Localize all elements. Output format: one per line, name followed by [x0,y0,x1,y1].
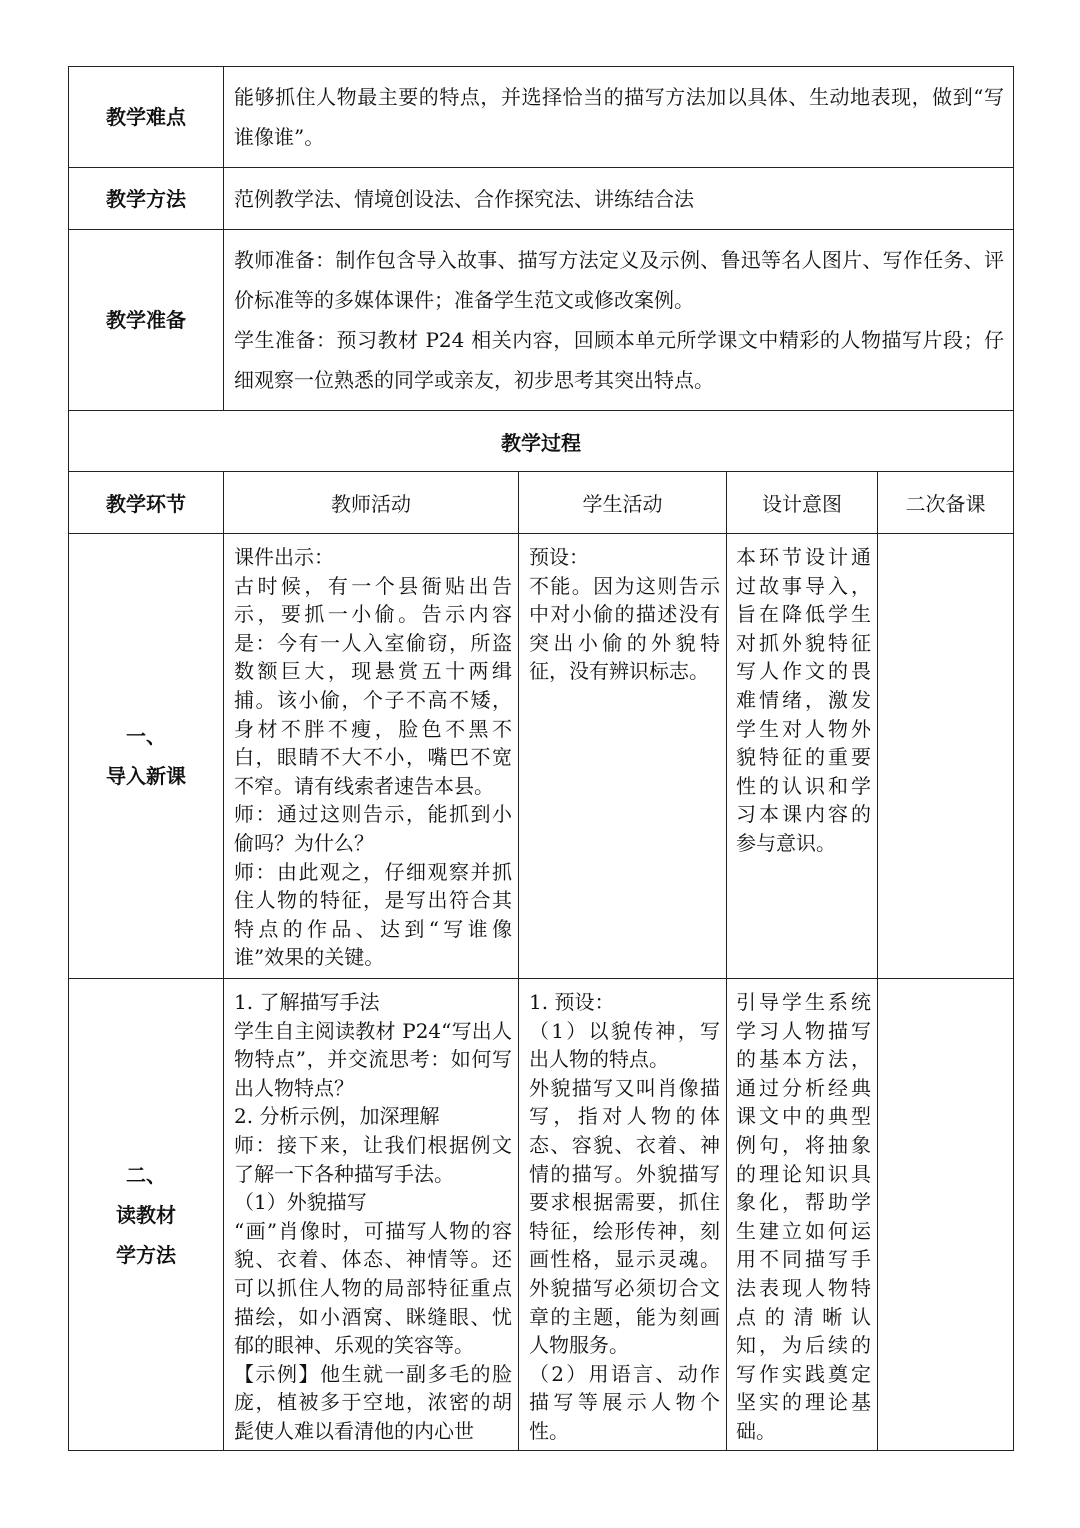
student-activity-intro: 预设： 不能。因为这则告示中对小偷的描述没有突出小偷的外貌特征，没有辨识标志。 [519,534,727,979]
column-header-row [69,472,1014,534]
header-student-activity: 学生活动 [519,472,727,534]
header-revision: 二次备课 [878,472,1014,534]
step-row-read [69,979,1014,1451]
stage-intro: 一、 导入新课 [69,534,224,979]
method-row [69,168,1014,230]
process-title-row [69,411,1014,472]
preparation-row [69,230,1014,411]
teacher-activity-intro: 课件出示： 古时候，有一个县衙贴出告示，要抓一小偷。告示内容是：今有一人入室偷窃，所盗数额巨大，现悬赏五十两缉捕。该小偷，个子不高不矮，身材不胖不瘦，脸色不黑不白，眼睛不大不小，嘴巴不宽不窄。请有线索者速告本县。 师：通过这则告示，能抓到小偷吗？为什么？ 师：由此观之，仔细观察并抓住人物的特征，是写出符合其特点的作品、达到“写谁像谁”效果的关键。 [224,534,519,979]
lesson-plan-table [68,66,1014,1451]
header-design-intent: 设计意图 [727,472,878,534]
teacher-preparation: 教师准备：制作包含导入故事、描写方法定义及示例、鲁迅等名人图片、写作任务、评价标准等的多媒体课件；准备学生范文或修改案例。 [234,248,1005,312]
revision-read [878,979,1014,1451]
header-teacher-activity: 教师活动 [224,472,519,534]
header-stage: 教学环节 [69,472,224,534]
step-row-intro [69,534,1014,979]
stage-read: 二、 读教材 学方法 [69,979,224,1451]
difficulty-label: 教学难点 [69,67,224,168]
preparation-label: 教学准备 [69,230,224,411]
method-label: 教学方法 [69,168,224,230]
design-intent-intro: 本环节设计通过故事导入，旨在降低学生对抓外貌特征写人作文的畏难情绪，激发学生对人物外貌特征的重要性的认识和学习本课内容的参与意识。 [727,534,878,979]
design-intent-read: 引导学生系统学习人物描写的基本方法，通过分析经典课文中的典型例句，将抽象的理论知识具象化，帮助学生建立如何运用不同描写手法表现人物特点的清晰认知，为后续的写作实践奠定坚实的理论基础。 [727,979,878,1451]
difficulty-text: 能够抓住人物最主要的特点，并选择恰当的描写方法加以具体、生动地表现，做到“写谁像谁”。 [224,67,1014,168]
teacher-activity-read: 1. 了解描写手法 学生自主阅读教材 P24“写出人物特点”，并交流思考：如何写出人物特点？ 2. 分析示例，加深理解 师：接下来，让我们根据例文了解一下各种描写手法。 （1）外貌描写 “画”肖像时，可描写人物的容貌、衣着、体态、神情等。还可以抓住人物的局部特征重点描绘，如小酒窝、眯缝眼、忧郁的眼神、乐观的笑容等。 【示例】他生就一副多毛的脸庞，植被多于空地，浓密的胡髭使人难以看清他的内心世 [224,979,519,1451]
difficulty-row [69,67,1014,168]
revision-intro [878,534,1014,979]
method-text: 范例教学法、情境创设法、合作探究法、讲练结合法 [224,168,1014,230]
process-title: 教学过程 [69,411,1014,472]
preparation-text [224,230,1014,411]
student-activity-read: 1. 预设： （1）以貌传神，写出人物的特点。 外貌描写又叫肖像描写，指对人物的体态、容貌、衣着、神情的描写。外貌描写要求根据需要，抓住特征，绘形传神，刻画性格，显示灵魂。外貌描写必须切合文章的主题，能为刻画人物服务。 （2）用语言、动作描写等展示人物个性。 [519,979,727,1451]
student-preparation: 学生准备：预习教材 P24 相关内容，回顾本单元所学课文中精彩的人物描写片段；仔细观察一位熟悉的同学或亲友，初步思考其突出特点。 [234,328,1005,392]
